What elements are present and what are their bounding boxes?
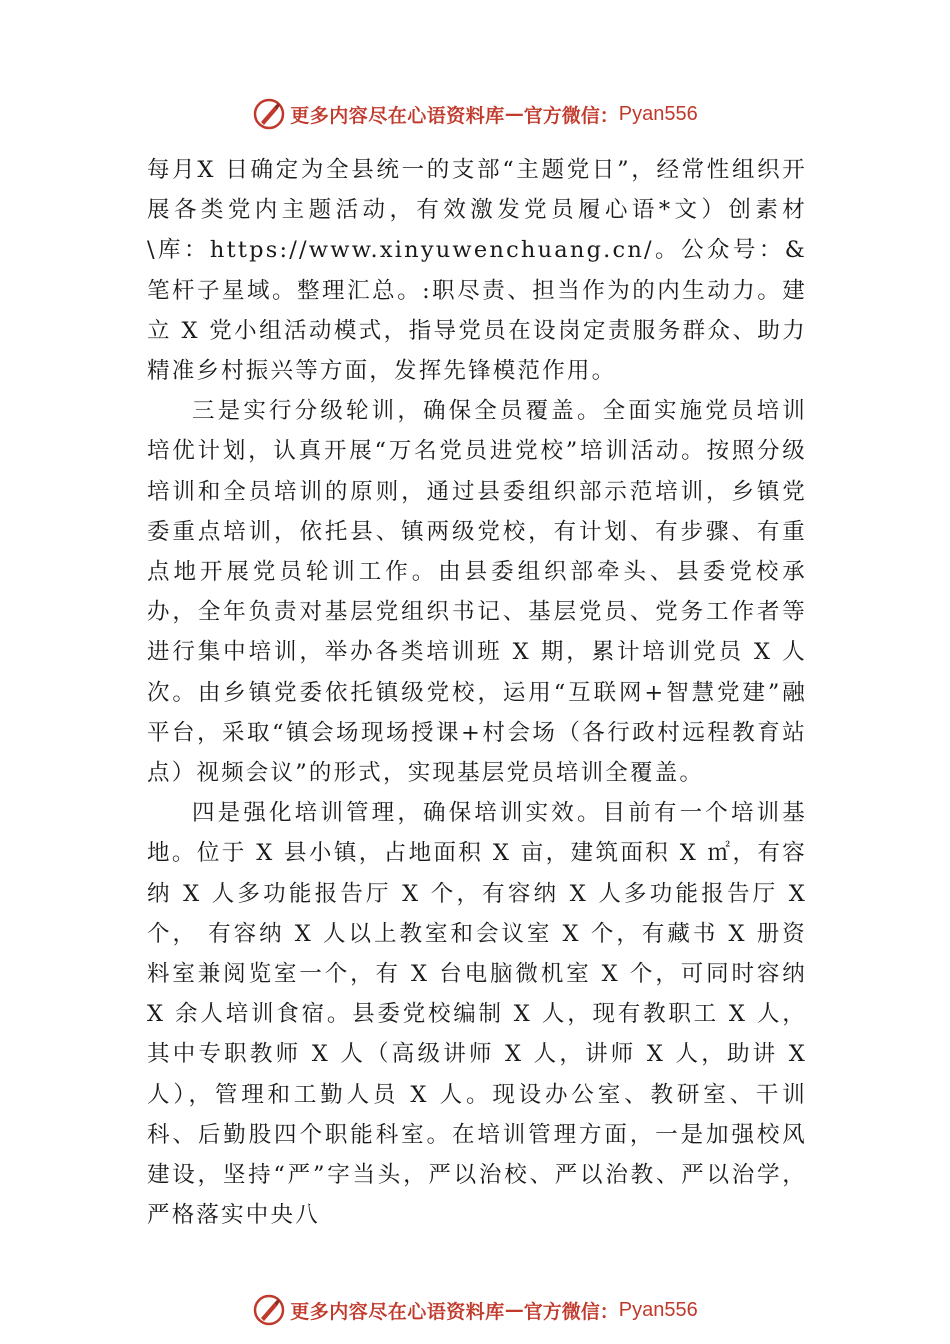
document-body (147, 150, 807, 1235)
paragraph-1: 每月X 日确定为全县统一的支部“主题党日”，经常性组织开展各类党内主题活动，有效激发党员履心语*文）创素材\库：https://www.xinyuwenchuang.cn/。公众号：&笔杆子星域。整理汇总。:职尽责、担当作为的内生动力。建立 X 党小组活动模式，指导党员在设岗定责服务群众、助力精准乡村振兴等方面，发挥先锋模范作用。 (147, 157, 807, 385)
banner-dash: — (504, 1299, 524, 1321)
banner-main-text: 更多内容尽在心语资料库 (290, 104, 505, 127)
paragraph-3: 四是强化培训管理，确保培训实效。目前有一个培训基地。位于 X 县小镇，占地面积 X 亩，建筑面积 X ㎡，有容纳 X 人多功能报告厅 X 个，有容纳 X 人多功能报告厅 X 个， 有容纳 X 人以上教室和会议室 X 个，有藏书 X 册资料室兼阅览室一个，有 X 台电脑微机室 X 个，可同时容纳X 余人培训食宿。县委党校编制 X 人，现有教职工 X 人，其中专职教师 X 人（高级讲师 X 人，讲师 X 人，助讲 X 人），管理和工勤人员 X 人。现设办公室、教研室、干训科、后勤股四个职能科室。在培训管理方面，一是加强校风建设，坚持“严”字当头，严以治校、严以治教、严以治学，严格落实中央八 (147, 800, 807, 1229)
footer-watermark-banner (0, 1290, 950, 1330)
banner-main-text: 更多内容尽在心语资料库 (290, 1300, 505, 1323)
banner-dash: — (504, 103, 524, 125)
banner-sub-text: 官方微信： (523, 104, 619, 127)
pen-logo-icon (252, 97, 286, 131)
pen-logo-icon (252, 1293, 286, 1327)
paragraph-2: 三是实行分级轮训，确保全员覆盖。全面实施党员培训培优计划，认真开展“万名党员进党校”培训活动。按照分级培训和全员培训的原则，通过县委组织部示范培训，乡镇党委重点培训，依托县、镇两级党校，有计划、有步骤、有重点地开展党员轮训工作。由县委组织部牵头、县委党校承办，全年负责对基层党组织书记、基层党员、党务工作者等进行集中培训，举办各类培训班 X 期，累计培训党员 X 人次。由乡镇党委依托镇级党校，运用“互联网+智慧党建”融平台，采取“镇会场现场授课+村会场（各行政村远程教育站点）视频会议”的形式，实现基层党员培训全覆盖。 (147, 398, 807, 787)
banner-handle: Pyan556 (618, 1298, 698, 1321)
banner-sub-text: 官方微信： (523, 1300, 619, 1323)
header-watermark-banner (0, 94, 950, 134)
banner-handle: Pyan556 (618, 102, 698, 125)
